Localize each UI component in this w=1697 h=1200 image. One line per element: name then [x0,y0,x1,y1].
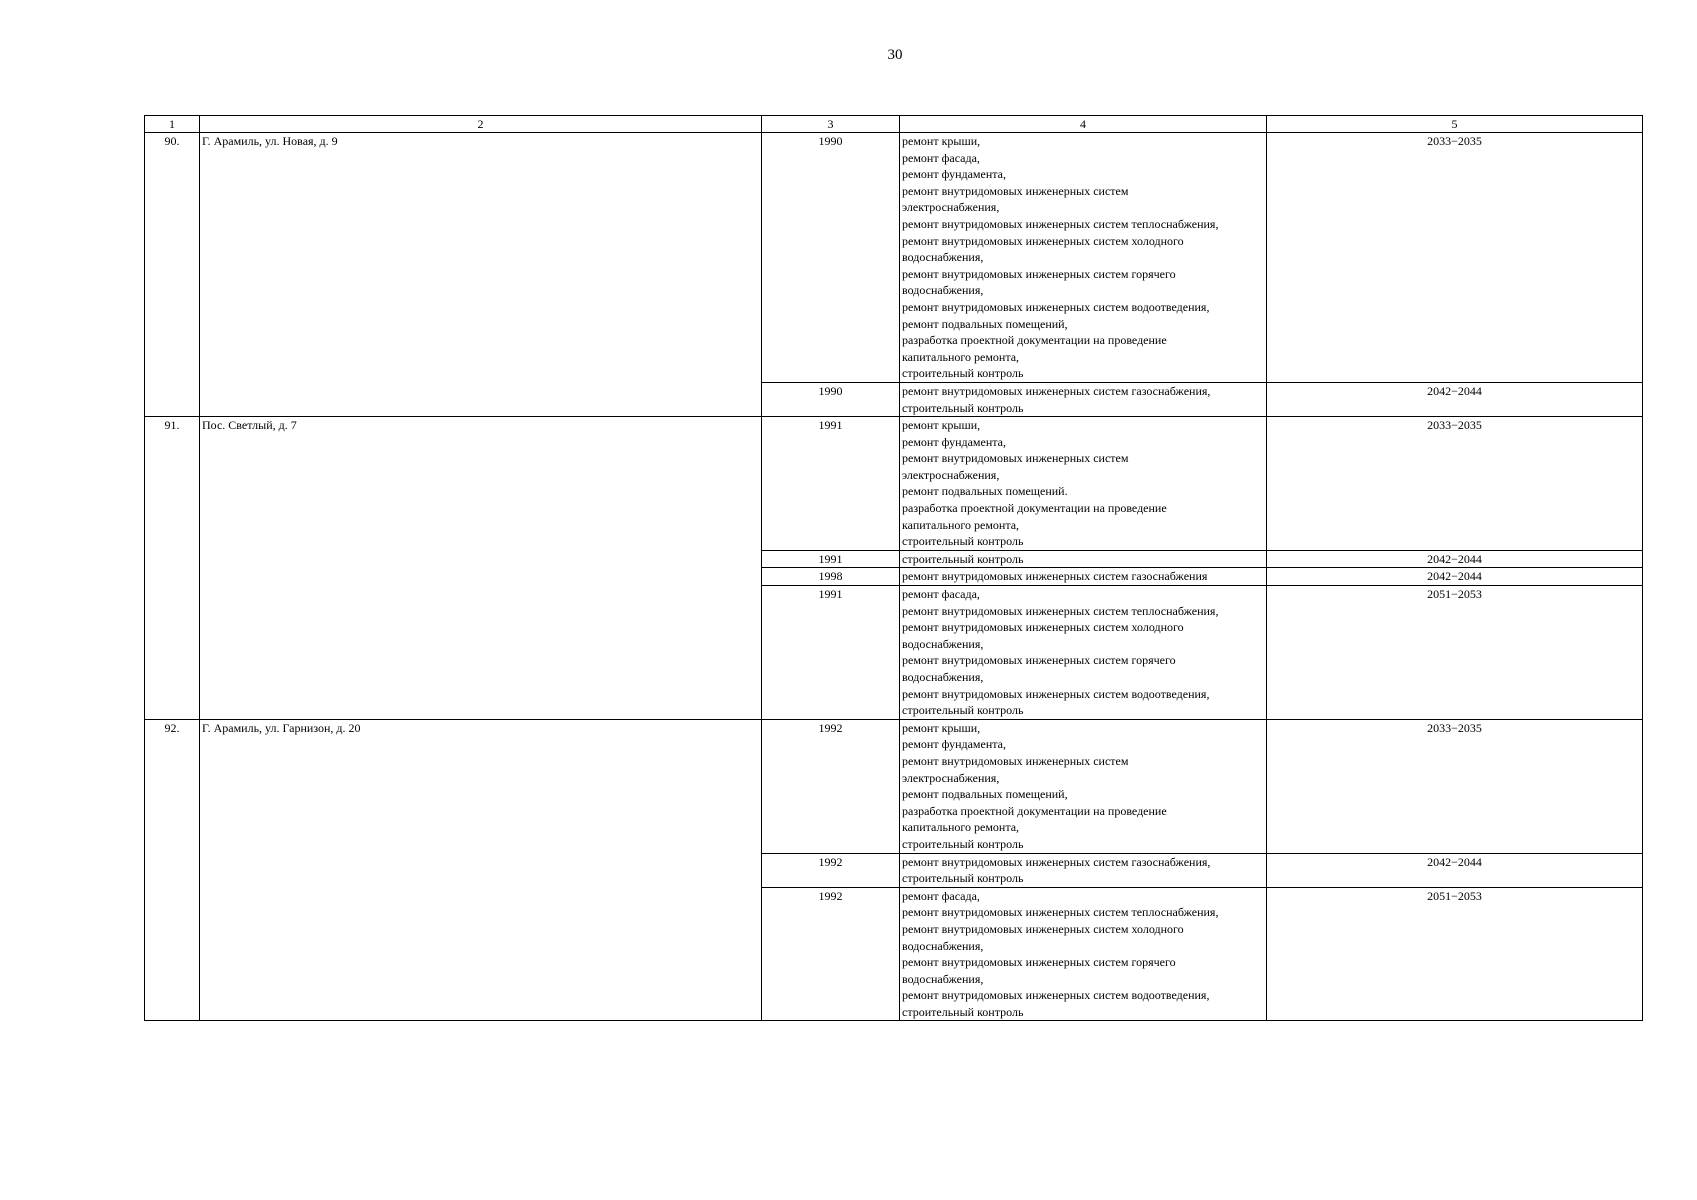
repair-works-list [900,586,1267,720]
repair-work-line: ремонт внутридомовых инженерных систем водоотведения, [902,686,1210,701]
repair-works-list [900,853,1267,887]
repair-work-line: ремонт подвальных помещений. [902,484,1068,499]
repair-work-line: строительный контроль [902,366,1024,381]
repair-work-line: ремонт внутридомовых инженерных систем газоснабжения, [902,854,1211,869]
commissioning-year: 1991 [762,586,900,720]
repair-work-line: строительный контроль [902,400,1024,415]
entry-address: Пос. Светлый, д. 7 [200,417,762,720]
repair-work-line: ремонт фундамента, [902,434,1006,449]
planned-period: 2042−2044 [1267,382,1643,416]
column-number-header-row [145,116,1643,133]
repair-work-line: ремонт внутридомовых инженерных систем водоотведения, [902,299,1210,314]
planned-period: 2033−2035 [1267,417,1643,551]
table-row [145,133,1643,383]
repair-work-line: водоснабжения, [902,938,984,953]
header-col-5: 5 [1267,116,1643,133]
repair-work-line: ремонт внутридомовых инженерных систем холодного [902,620,1184,635]
repair-work-line: ремонт внутридомовых инженерных систем теплоснабжения, [902,216,1219,231]
repair-works-list [900,133,1267,383]
table-row [145,719,1643,853]
commissioning-year: 1992 [762,719,900,853]
repair-works-list [900,382,1267,416]
repair-work-line: ремонт внутридомовых инженерных систем теплоснабжения, [902,603,1219,618]
entry-address: Г. Арамиль, ул. Новая, д. 9 [200,133,762,417]
repair-work-line: строительный контроль [902,534,1024,549]
commissioning-year: 1992 [762,853,900,887]
header-col-2: 2 [200,116,762,133]
commissioning-year: 1990 [762,133,900,383]
repair-work-line: строительный контроль [902,703,1024,718]
repair-work-line: электроснабжения, [902,770,1000,785]
repair-works-list [900,719,1267,853]
repair-work-line: строительный контроль [902,551,1024,566]
repair-work-line: ремонт внутридомовых инженерных систем теплоснабжения, [902,905,1219,920]
repair-work-line: водоснабжения, [902,283,984,298]
repair-work-line: ремонт фундамента, [902,737,1006,752]
planned-period: 2051−2053 [1267,887,1643,1021]
page-number: 30 [887,47,903,63]
repair-work-line: ремонт внутридомовых инженерных систем газоснабжения [902,569,1208,584]
commissioning-year: 1998 [762,568,900,586]
repair-work-line: водоснабжения, [902,670,984,684]
repair-work-line: строительный контроль [902,836,1024,851]
repair-work-line: ремонт внутридомовых инженерных систем горячего [902,653,1176,668]
repair-work-line: ремонт фасада, [902,587,980,602]
repair-works-list [900,887,1267,1021]
table-body [145,133,1643,1021]
repair-work-line: капитального ремонта, [902,517,1020,532]
planned-period: 2051−2053 [1267,586,1643,720]
repair-work-line: электроснабжения, [902,467,1000,482]
capital-repair-table [144,115,1643,1021]
planned-period: 2033−2035 [1267,719,1643,853]
repair-work-line: ремонт внутридомовых инженерных систем [902,753,1129,768]
repair-work-line: ремонт крыши, [902,720,981,735]
planned-period: 2042−2044 [1267,568,1643,586]
entry-number: 92. [145,719,200,1021]
repair-work-line: ремонт внутридомовых инженерных систем горячего [902,266,1176,281]
planned-period: 2042−2044 [1267,550,1643,568]
repair-work-line: ремонт фасада, [902,150,980,165]
repair-works-list [900,568,1267,586]
repair-work-line: ремонт внутридомовых инженерных систем холодного [902,921,1184,936]
repair-works-list [900,417,1267,551]
repair-work-line: строительный контроль [902,871,1024,886]
repair-works-list [900,550,1267,568]
repair-work-line: ремонт внутридомовых инженерных систем [902,451,1129,466]
repair-work-line: строительный контроль [902,1004,1024,1019]
header-col-4: 4 [900,116,1267,133]
table-row [145,417,1643,551]
repair-work-line: ремонт внутридомовых инженерных систем холодного [902,233,1184,248]
repair-work-line: водоснабжения, [902,971,984,986]
repair-work-line: электроснабжения, [902,200,1000,215]
entry-number: 91. [145,417,200,720]
repair-work-line: ремонт внутридомовых инженерных систем газоснабжения, [902,383,1211,398]
repair-work-line: ремонт подвальных помещений, [902,316,1068,331]
repair-work-line: ремонт крыши, [902,418,981,433]
repair-work-line: ремонт внутридомовых инженерных систем горячего [902,955,1176,970]
repair-work-line: ремонт фасада, [902,888,980,903]
repair-work-line: водоснабжения, [902,250,984,265]
repair-work-line: капитального ремонта, [902,349,1020,364]
entry-address: Г. Арамиль, ул. Гарнизон, д. 20 [200,719,762,1021]
repair-work-line: разработка проектной документации на проведение [902,333,1167,348]
header-col-1: 1 [145,116,200,133]
commissioning-year: 1991 [762,417,900,551]
repair-work-line: ремонт подвальных помещений, [902,787,1068,802]
commissioning-year: 1992 [762,887,900,1021]
repair-work-line: ремонт крыши, [902,134,981,148]
header-col-3: 3 [762,116,900,133]
repair-work-line: капитального ремонта, [902,820,1020,835]
commissioning-year: 1990 [762,382,900,416]
planned-period: 2042−2044 [1267,853,1643,887]
repair-work-line: водоснабжения, [902,636,984,651]
repair-work-line: ремонт внутридомовых инженерных систем водоотведения, [902,988,1210,1003]
repair-work-line: ремонт внутридомовых инженерных систем [902,183,1129,198]
repair-work-line: разработка проектной документации на проведение [902,501,1167,516]
planned-period: 2033−2035 [1267,133,1643,383]
repair-work-line: ремонт фундамента, [902,167,1006,182]
repair-work-line: разработка проектной документации на проведение [902,803,1167,818]
commissioning-year: 1991 [762,550,900,568]
entry-number: 90. [145,133,200,417]
